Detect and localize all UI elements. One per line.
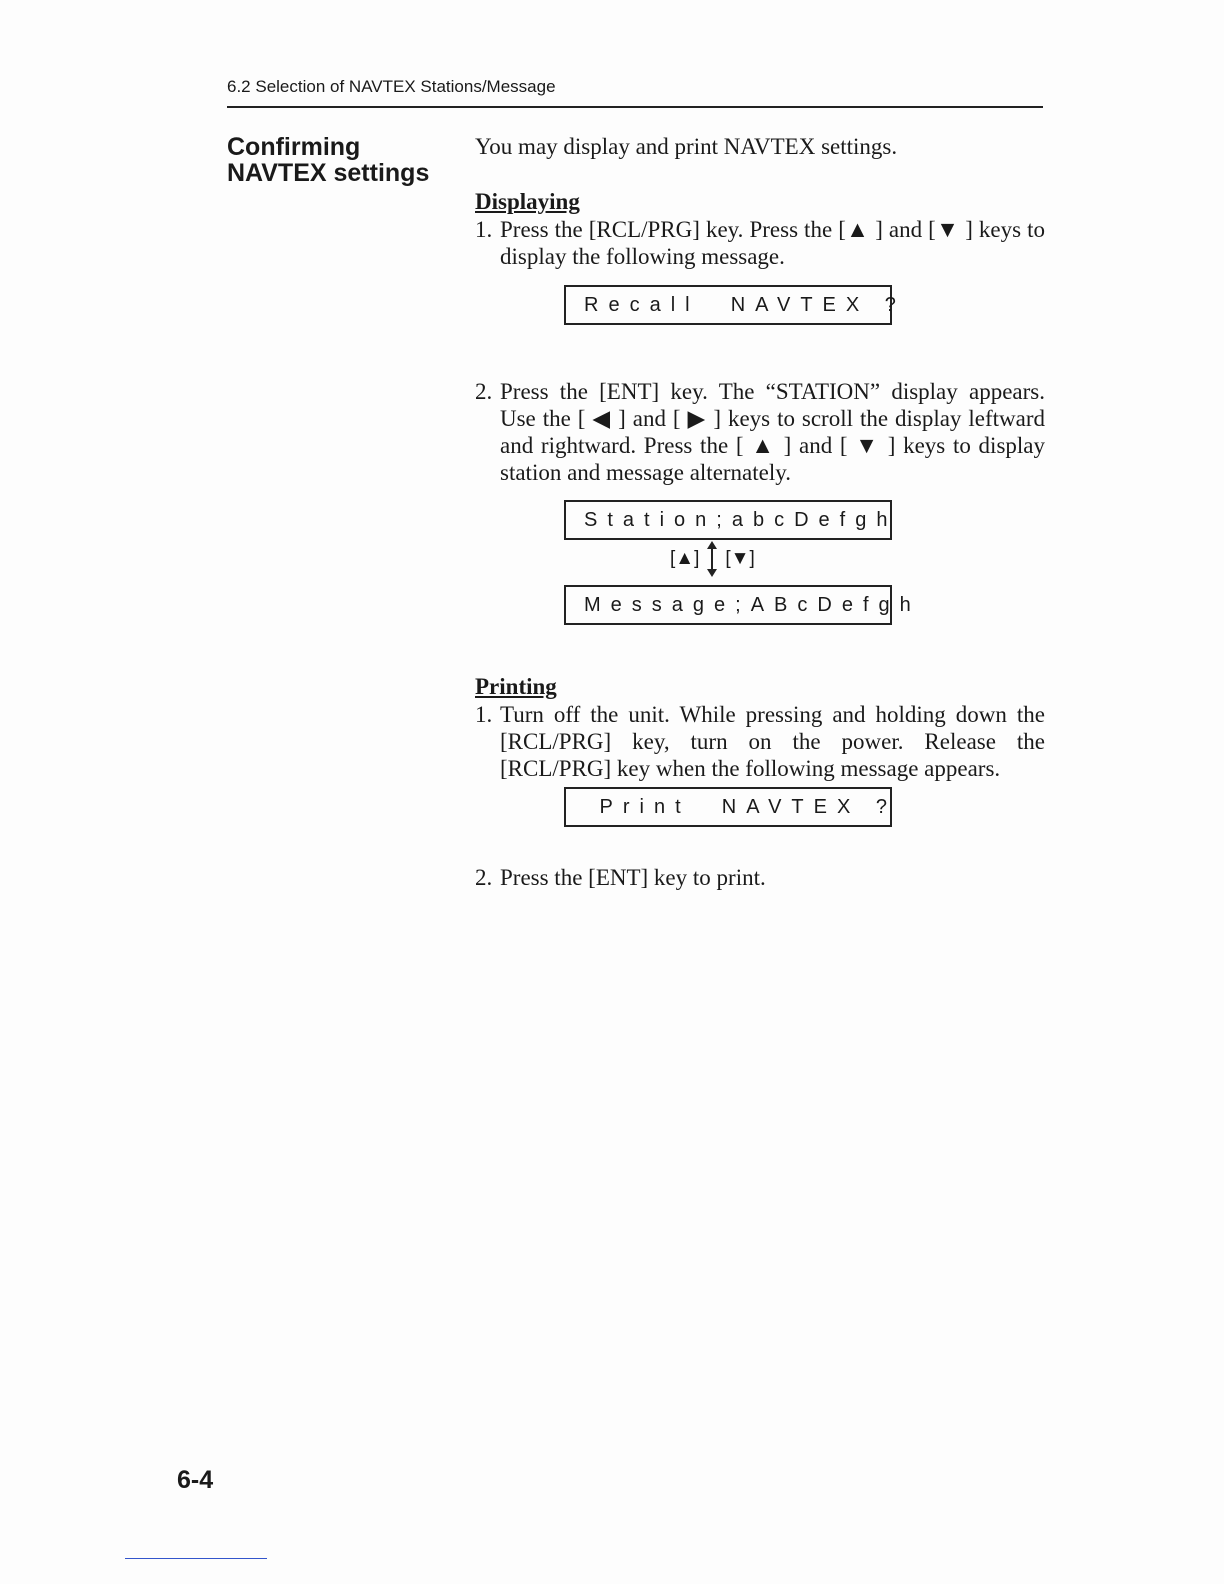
- printing-step-2: [475, 864, 1045, 891]
- toggle-indicator: [670, 541, 755, 577]
- displaying-heading: Displaying: [475, 189, 580, 214]
- side-heading: [227, 134, 429, 186]
- section-header: 6.2 Selection of NAVTEX Stations/Message: [227, 77, 556, 96]
- header-rule: [227, 106, 1043, 108]
- footer-link-rule: [125, 1558, 267, 1559]
- up-key-label: [▲]: [670, 548, 700, 569]
- displaying-step-1: [475, 216, 1045, 270]
- lcd-display-station: Station;abcDefgh: [564, 500, 892, 540]
- step-number: 1.: [475, 702, 493, 727]
- lcd-display-recall: Recall NAVTEX ?: [564, 285, 892, 325]
- displaying-step-2: [475, 378, 1045, 486]
- step-number: 2.: [475, 379, 493, 404]
- step-number: 1.: [475, 217, 493, 242]
- side-heading-line2: NAVTEX settings: [227, 159, 430, 187]
- up-down-arrow-icon: [705, 541, 719, 577]
- page-number: 6-4: [177, 1466, 214, 1494]
- lcd-display-print: Print NAVTEX ?: [564, 787, 892, 827]
- side-heading-line1: Confirming: [227, 133, 361, 161]
- intro-text: You may display and print NAVTEX settings.: [475, 134, 898, 159]
- step-number: 2.: [475, 865, 493, 890]
- printing-step-1: [475, 701, 1045, 782]
- lcd-display-message: Message;ABcDefgh: [564, 585, 892, 625]
- step-text: Press the [ENT] key. The “STATION” display appears. Use the [ ◀ ] and [ ▶ ] keys to scroll the display leftward and rightward. Press the [ ▲ ] and [ ▼ ] keys to display station and message alternately.: [500, 379, 1045, 485]
- step-text: Turn off the unit. While pressing and holding down the [RCL/PRG] key, turn on the power. Release the [RCL/PRG] key when the following message appears.: [500, 702, 1045, 781]
- step-text: Press the [RCL/PRG] key. Press the [▲ ] and [▼ ] keys to display the following message.: [500, 217, 1045, 269]
- printing-heading: Printing: [475, 674, 557, 699]
- step-text: Press the [ENT] key to print.: [500, 865, 766, 890]
- down-key-label: [▼]: [725, 548, 755, 569]
